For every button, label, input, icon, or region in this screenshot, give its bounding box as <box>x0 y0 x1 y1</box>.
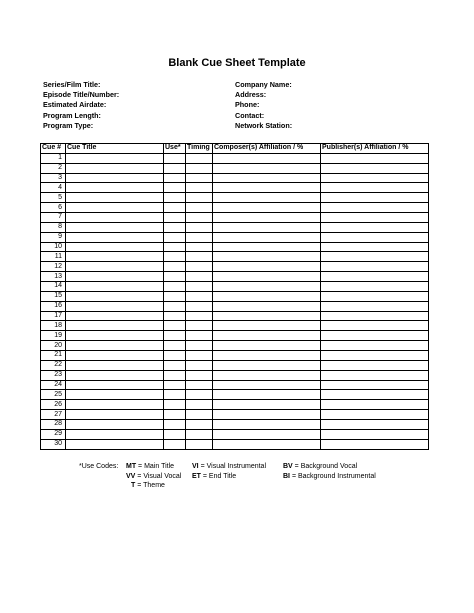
field-label: Estimated Airdate: <box>43 100 107 110</box>
timing-cell[interactable] <box>186 321 213 331</box>
publisher-cell[interactable] <box>321 351 429 361</box>
use-cell[interactable] <box>164 291 186 301</box>
publisher-cell[interactable] <box>321 213 429 223</box>
code-item: VI = Visual Instrumental <box>192 463 267 470</box>
cue-number-cell: 18 <box>41 321 66 331</box>
cue-title-cell[interactable] <box>66 380 164 390</box>
cue-title-cell[interactable] <box>66 153 164 163</box>
table-row <box>41 232 429 242</box>
cue-number-cell: 30 <box>41 439 66 449</box>
composer-cell[interactable] <box>213 262 321 272</box>
cue-number-cell: 20 <box>41 341 66 351</box>
field-label: Address: <box>235 90 267 100</box>
use-cell[interactable] <box>164 301 186 311</box>
cue-title-cell[interactable] <box>66 282 164 292</box>
publisher-cell[interactable] <box>321 252 429 262</box>
timing-cell[interactable] <box>186 262 213 272</box>
cue-number-cell: 14 <box>41 282 66 292</box>
use-cell[interactable] <box>164 213 186 223</box>
table-row <box>41 429 429 439</box>
cue-title-cell[interactable] <box>66 232 164 242</box>
table-row <box>41 390 429 400</box>
timing-cell[interactable] <box>186 301 213 311</box>
composer-cell[interactable] <box>213 163 321 173</box>
publisher-cell[interactable] <box>321 153 429 163</box>
cue-title-cell[interactable] <box>66 360 164 370</box>
use-cell[interactable] <box>164 183 186 193</box>
cue-number-cell: 27 <box>41 410 66 420</box>
cue-title-cell[interactable] <box>66 429 164 439</box>
table-row <box>41 321 429 331</box>
use-cell[interactable] <box>164 370 186 380</box>
composer-cell[interactable] <box>213 331 321 341</box>
cue-title-cell[interactable] <box>66 370 164 380</box>
timing-cell[interactable] <box>186 183 213 193</box>
table-row <box>41 193 429 203</box>
use-cell[interactable] <box>164 272 186 282</box>
table-row <box>41 360 429 370</box>
publisher-cell[interactable] <box>321 380 429 390</box>
header-publisher: Publisher(s) Affiliation / % <box>321 144 429 154</box>
cue-number-cell: 5 <box>41 193 66 203</box>
composer-cell[interactable] <box>213 420 321 430</box>
table-row <box>41 331 429 341</box>
table-row <box>41 262 429 272</box>
cue-title-cell[interactable] <box>66 390 164 400</box>
use-cell[interactable] <box>164 341 186 351</box>
table-body <box>41 153 429 449</box>
use-cell[interactable] <box>164 282 186 292</box>
cue-number-cell: 21 <box>41 351 66 361</box>
left-fields <box>43 80 119 131</box>
field-label: Phone: <box>235 100 260 110</box>
cue-title-cell[interactable] <box>66 321 164 331</box>
publisher-cell[interactable] <box>321 222 429 232</box>
use-cell[interactable] <box>164 360 186 370</box>
field-label: Company Name: <box>235 80 292 89</box>
table-row <box>41 311 429 321</box>
table-row <box>41 153 429 163</box>
table-row <box>41 213 429 223</box>
field-label: Network Station: <box>235 120 293 130</box>
publisher-cell[interactable] <box>321 262 429 272</box>
composer-cell[interactable] <box>213 429 321 439</box>
publisher-cell[interactable] <box>321 301 429 311</box>
timing-cell[interactable] <box>186 429 213 439</box>
table-row <box>41 272 429 282</box>
cue-title-cell[interactable] <box>66 222 164 232</box>
timing-cell[interactable] <box>186 400 213 410</box>
cue-number-cell: 17 <box>41 311 66 321</box>
timing-cell[interactable] <box>186 232 213 242</box>
cue-number-cell: 4 <box>41 183 66 193</box>
header-composer: Composer(s) Affiliation / % <box>213 144 321 154</box>
publisher-cell[interactable] <box>321 420 429 430</box>
cue-number-cell: 25 <box>41 390 66 400</box>
use-cell[interactable] <box>164 439 186 449</box>
cue-title-cell[interactable] <box>66 311 164 321</box>
composer-cell[interactable] <box>213 439 321 449</box>
page-title: Blank Cue Sheet Template <box>168 57 306 69</box>
cue-title-cell[interactable] <box>66 341 164 351</box>
composer-cell[interactable] <box>213 400 321 410</box>
cue-title-cell[interactable] <box>66 420 164 430</box>
code-item: VV = Visual Vocal <box>126 472 182 480</box>
timing-cell[interactable] <box>186 291 213 301</box>
cue-number-cell: 26 <box>41 400 66 410</box>
table-row <box>41 380 429 390</box>
use-cell[interactable] <box>164 252 186 262</box>
publisher-cell[interactable] <box>321 400 429 410</box>
cue-number-cell: 1 <box>41 153 66 163</box>
timing-cell[interactable] <box>186 213 213 223</box>
use-cell[interactable] <box>164 429 186 439</box>
cue-number-cell: 6 <box>41 203 66 213</box>
cue-title-cell[interactable] <box>66 163 164 173</box>
publisher-cell[interactable] <box>321 183 429 193</box>
use-cell[interactable] <box>164 242 186 252</box>
composer-cell[interactable] <box>213 370 321 380</box>
timing-cell[interactable] <box>186 242 213 252</box>
cue-number-cell: 19 <box>41 331 66 341</box>
composer-cell[interactable] <box>213 153 321 163</box>
publisher-cell[interactable] <box>321 390 429 400</box>
publisher-cell[interactable] <box>321 242 429 252</box>
composer-cell[interactable] <box>213 252 321 262</box>
cue-number-cell: 9 <box>41 232 66 242</box>
cue-title-cell[interactable] <box>66 193 164 203</box>
publisher-cell[interactable] <box>321 291 429 301</box>
cue-number-cell: 2 <box>41 163 66 173</box>
cue-title-cell[interactable] <box>66 213 164 223</box>
composer-cell[interactable] <box>213 380 321 390</box>
cue-title-cell[interactable] <box>66 262 164 272</box>
publisher-cell[interactable] <box>321 370 429 380</box>
field-label: Series/Film Title: <box>43 80 101 89</box>
cue-title-cell[interactable] <box>66 272 164 282</box>
table-row <box>41 173 429 183</box>
composer-cell[interactable] <box>213 222 321 232</box>
cue-number-cell: 16 <box>41 301 66 311</box>
composer-cell[interactable] <box>213 351 321 361</box>
publisher-cell[interactable] <box>321 321 429 331</box>
use-cell[interactable] <box>164 193 186 203</box>
field-label: Program Type: <box>43 120 94 130</box>
composer-cell[interactable] <box>213 242 321 252</box>
table-header-row <box>41 144 429 154</box>
code-item: BV = Background Vocal <box>283 463 358 470</box>
publisher-cell[interactable] <box>321 203 429 213</box>
cue-number-cell: 8 <box>41 222 66 232</box>
cue-number-cell: 23 <box>41 370 66 380</box>
timing-cell[interactable] <box>186 193 213 203</box>
cue-title-cell[interactable] <box>66 291 164 301</box>
table-row <box>41 252 429 262</box>
table-row <box>41 420 429 430</box>
publisher-cell[interactable] <box>321 410 429 420</box>
cue-number-cell: 11 <box>41 252 66 262</box>
header-cue-number: Cue # <box>41 144 66 154</box>
publisher-cell[interactable] <box>321 429 429 439</box>
composer-cell[interactable] <box>213 311 321 321</box>
use-cell[interactable] <box>164 232 186 242</box>
cue-title-cell[interactable] <box>66 439 164 449</box>
header-cue-title: Cue Title <box>66 144 164 154</box>
composer-cell[interactable] <box>213 360 321 370</box>
composer-cell[interactable] <box>213 232 321 242</box>
code-item: BI = Background Instrumental <box>283 472 376 480</box>
composer-cell[interactable] <box>213 173 321 183</box>
table-row <box>41 222 429 232</box>
code-item: ET = End Title <box>192 472 237 480</box>
timing-cell[interactable] <box>186 173 213 183</box>
right-fields <box>235 80 292 131</box>
table-row <box>41 242 429 252</box>
publisher-cell[interactable] <box>321 193 429 203</box>
cue-title-cell[interactable] <box>66 242 164 252</box>
table-row <box>41 439 429 449</box>
cue-title-cell[interactable] <box>66 331 164 341</box>
cue-number-cell: 29 <box>41 429 66 439</box>
cue-number-cell: 28 <box>41 420 66 430</box>
timing-cell[interactable] <box>186 360 213 370</box>
timing-cell[interactable] <box>186 282 213 292</box>
field-label: Contact: <box>235 110 265 120</box>
header-timing: Timing <box>186 144 213 154</box>
publisher-cell[interactable] <box>321 439 429 449</box>
publisher-cell[interactable] <box>321 341 429 351</box>
use-cell[interactable] <box>164 163 186 173</box>
publisher-cell[interactable] <box>321 173 429 183</box>
table-row <box>41 351 429 361</box>
table-row <box>41 410 429 420</box>
use-cell[interactable] <box>164 410 186 420</box>
use-cell[interactable] <box>164 390 186 400</box>
cue-table <box>40 143 429 450</box>
composer-cell[interactable] <box>213 390 321 400</box>
table-row <box>41 163 429 173</box>
table-row <box>41 183 429 193</box>
use-cell[interactable] <box>164 203 186 213</box>
timing-cell[interactable] <box>186 390 213 400</box>
table-row <box>41 400 429 410</box>
composer-cell[interactable] <box>213 321 321 331</box>
timing-cell[interactable] <box>186 153 213 163</box>
publisher-cell[interactable] <box>321 311 429 321</box>
composer-cell[interactable] <box>213 341 321 351</box>
timing-cell[interactable] <box>186 351 213 361</box>
header-use: Use* <box>164 144 186 154</box>
table-row <box>41 341 429 351</box>
cue-number-cell: 3 <box>41 173 66 183</box>
cue-title-cell[interactable] <box>66 410 164 420</box>
composer-cell[interactable] <box>213 193 321 203</box>
field-label: Episode Title/Number: <box>43 90 120 100</box>
timing-cell[interactable] <box>186 163 213 173</box>
cue-number-cell: 15 <box>41 291 66 301</box>
publisher-cell[interactable] <box>321 272 429 282</box>
use-cell[interactable] <box>164 321 186 331</box>
use-cell[interactable] <box>164 331 186 341</box>
use-cell[interactable] <box>164 262 186 272</box>
use-cell[interactable] <box>164 173 186 183</box>
cue-title-cell[interactable] <box>66 351 164 361</box>
timing-cell[interactable] <box>186 420 213 430</box>
composer-cell[interactable] <box>213 291 321 301</box>
cue-title-cell[interactable] <box>66 301 164 311</box>
timing-cell[interactable] <box>186 272 213 282</box>
publisher-cell[interactable] <box>321 282 429 292</box>
cue-number-cell: 24 <box>41 380 66 390</box>
timing-cell[interactable] <box>186 311 213 321</box>
use-cell[interactable] <box>164 380 186 390</box>
publisher-cell[interactable] <box>321 232 429 242</box>
composer-cell[interactable] <box>213 272 321 282</box>
field-label: Program Length: <box>43 110 101 120</box>
use-cell[interactable] <box>164 420 186 430</box>
composer-cell[interactable] <box>213 183 321 193</box>
use-codes-label: *Use Codes: <box>79 463 119 470</box>
timing-cell[interactable] <box>186 380 213 390</box>
code-item: MT = Main Title <box>126 463 175 470</box>
use-cell[interactable] <box>164 351 186 361</box>
cue-title-cell[interactable] <box>66 203 164 213</box>
use-cell[interactable] <box>164 311 186 321</box>
timing-cell[interactable] <box>186 331 213 341</box>
code-item: T = Theme <box>131 482 165 490</box>
cue-number-cell: 7 <box>41 213 66 223</box>
table-row <box>41 291 429 301</box>
table-row <box>41 301 429 311</box>
table-row <box>41 370 429 380</box>
cue-title-cell[interactable] <box>66 400 164 410</box>
cue-title-cell[interactable] <box>66 183 164 193</box>
use-cell[interactable] <box>164 153 186 163</box>
cue-number-cell: 12 <box>41 262 66 272</box>
use-cell[interactable] <box>164 400 186 410</box>
publisher-cell[interactable] <box>321 331 429 341</box>
composer-cell[interactable] <box>213 213 321 223</box>
timing-cell[interactable] <box>186 252 213 262</box>
cue-title-cell[interactable] <box>66 173 164 183</box>
table-row <box>41 282 429 292</box>
timing-cell[interactable] <box>186 410 213 420</box>
composer-cell[interactable] <box>213 301 321 311</box>
composer-cell[interactable] <box>213 410 321 420</box>
cue-number-cell: 10 <box>41 242 66 252</box>
timing-cell[interactable] <box>186 203 213 213</box>
timing-cell[interactable] <box>186 222 213 232</box>
cue-title-cell[interactable] <box>66 252 164 262</box>
composer-cell[interactable] <box>213 203 321 213</box>
cue-number-cell: 13 <box>41 272 66 282</box>
table-row <box>41 203 429 213</box>
cue-number-cell: 22 <box>41 360 66 370</box>
use-cell[interactable] <box>164 222 186 232</box>
publisher-cell[interactable] <box>321 360 429 370</box>
publisher-cell[interactable] <box>321 163 429 173</box>
timing-cell[interactable] <box>186 370 213 380</box>
timing-cell[interactable] <box>186 341 213 351</box>
composer-cell[interactable] <box>213 282 321 292</box>
timing-cell[interactable] <box>186 439 213 449</box>
